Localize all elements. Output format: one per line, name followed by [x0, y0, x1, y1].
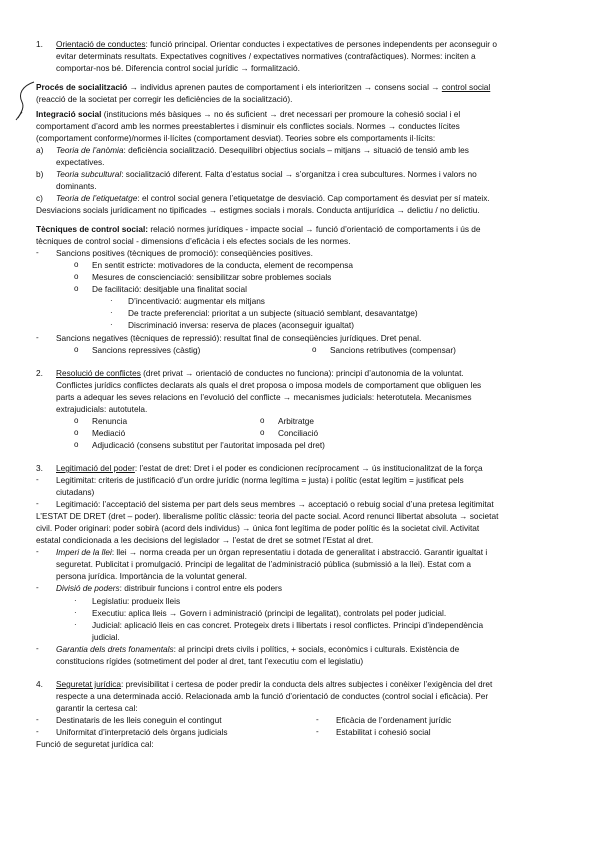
garantia-text: : al principi drets civils i polítics, + socials, econòmics i culturals. Existència de [173, 644, 460, 654]
dot-bullet: · [110, 320, 113, 329]
section-4-heading: Seguretat jurídica [56, 679, 122, 689]
section-2-text: (dret privat → orientació de conductes no funciona): principi d’autonomia de la voluntat. [140, 368, 464, 378]
section-4-text: : previsibilitat i certesa de poder predir la conducta dels altres subjectes i conèixer l’exigència del dret [121, 679, 493, 689]
estat-line-3: estatal condicionada a les decisions del legislador → l’estat de dret se sotmet l’Estat al dret. [36, 535, 374, 545]
control-social-term: control social [441, 82, 491, 92]
garantia-line-1 [56, 644, 459, 654]
dash-bullet: - [36, 644, 39, 653]
legitimitat-line-2: ciutadans) [56, 487, 95, 497]
tec-facilitation-3: Discriminació inversa: reserva de places (aconseguir igualtat) [128, 320, 354, 330]
certesa-3: Uniformitat d’interpretació dels òrgans judicials [56, 727, 228, 737]
divisio-term: Divisió de poders [56, 583, 120, 593]
section-1-line-3: comportar-nos bé. Diferencia control social jurídic → formalització. [56, 63, 300, 73]
theory-b-line-2: dominants. [56, 181, 97, 191]
circle-bullet: o [74, 260, 79, 269]
proces-line-2: (reacció de la societat per corregir les deficiències de la socialització). [36, 94, 293, 104]
power-judicial-1: Judicial: aplicació lleis en cas concret. Protegeix drets i llibertats i resol conflictes. Principi d’independència [92, 620, 484, 630]
tec-positive-c: De facilitació: desitjable una finalitat social [92, 284, 247, 294]
dash-bullet: - [36, 715, 39, 724]
theory-c-text: : el control social genera l’etiquetatge de desviació. Cap comportament és desviat per sí mateix. [137, 193, 490, 203]
section-1-line-1 [56, 39, 497, 49]
dot-bullet: · [110, 308, 113, 317]
dot-bullet: · [74, 596, 77, 605]
power-judicial-2: judicial. [92, 632, 120, 642]
garantia-term: Garantia dels drets fonamentals [56, 644, 174, 654]
section-3-line-1 [56, 463, 483, 473]
certesa-4: Estabilitat i cohesió social [336, 727, 431, 737]
tec-negative-b: Sancions retributives (compensar) [330, 345, 456, 355]
dot-bullet: · [74, 608, 77, 617]
mechanism-arbitratge: Arbitratge [278, 416, 314, 426]
integ-heading: Integració social [36, 109, 102, 119]
power-legislatiu: Legislatiu: produeix lleis [92, 596, 181, 606]
integ-line-2: comportament d’acord amb les normes preestablertes i disminuir els conflictes socials. Normes → conductes lícites [36, 121, 460, 131]
circle-bullet: o [74, 416, 79, 425]
section-3-text: : l’estat de dret: Dret i el poder es condicionen recíprocament → ús institucionalitzat de la força [134, 463, 483, 473]
theory-a-line-1 [56, 145, 469, 155]
estat-line-2: civil. Poder originari: poder sobirà (acord dels individus) → única font legítima de poder polític és la societat civil. Activitat [36, 523, 480, 533]
theory-a-name: Teoria de l’anòmia [56, 145, 124, 155]
legitimacio-line: Legitimació: l’acceptació del sistema per part dels seus membres → acceptació o rebuig social d’una pretesa legitimitat [56, 499, 494, 509]
theory-b-line-1 [56, 169, 477, 179]
divisio-text: : distribuir funcions i control entre els poders [119, 583, 282, 593]
tec-text: relació normes jurídiques - impacte social → funció d’orientació de comportaments i ús de [148, 224, 481, 234]
circle-bullet: o [74, 272, 79, 281]
section-1-heading: Orientació de conductes [56, 39, 146, 49]
circle-bullet: o [74, 345, 79, 354]
theory-b-text: : socialització diferent. Falta d’estatus social → s’organitza i crea subcultures. Normes i valors no [121, 169, 477, 179]
theory-a-text: : deficiència socialització. Desequilibri objectius socials – mitjans → situació de tensió amb les [123, 145, 469, 155]
dash-bullet: - [316, 715, 319, 724]
mechanism-adjudicacio: Adjudicació (consens substitut per l’autoritat imposada pel dret) [92, 440, 325, 450]
section-2-line-1 [56, 368, 464, 378]
integ-line-1 [36, 109, 460, 119]
imperi-term: Imperi de la llei [56, 547, 112, 557]
theory-b-label: b) [36, 169, 44, 179]
legitimitat-line-1: Legitimitat: criteris de justificació d’un ordre jurídic (norma legítima = justa) i polític (estat legítim = justificat pels [56, 475, 464, 485]
proces-line-1 [36, 82, 490, 92]
dot-bullet: · [74, 620, 77, 629]
dot-bullet: · [110, 296, 113, 305]
section-4-line-3: garantir la certesa cal: [56, 703, 138, 713]
circle-bullet: o [312, 345, 317, 354]
mechanism-renuncia: Renuncia [92, 416, 128, 426]
theory-c-label: c) [36, 193, 43, 203]
tec-line-1 [36, 224, 481, 234]
section-1-text: : funció principal. Orientar conductes i expectatives de persones independents per aconseguir o [145, 39, 497, 49]
mechanism-conciliacio: Conciliació [278, 428, 319, 438]
proces-text: → individus aprenen pautes de comportament i els interioritzen → consens social → [127, 82, 442, 92]
circle-bullet: o [74, 284, 79, 293]
section-4-number: 4. [36, 679, 43, 689]
section-2-line-2: Conflictes jurídics conflictes declarats als quals el dret proposa o imposa models de comportament que obliguen les [56, 380, 482, 390]
theory-c-line-1 [56, 193, 490, 203]
garantia-line-2: constitucions rígides (sotmetiment del poder al dret, tant l’executiu com el legislatiu) [56, 656, 364, 666]
divisio-line [56, 583, 282, 593]
tec-positive: Sancions positives (tècniques de promoció): conseqüències positives. [56, 248, 313, 258]
tec-positive-b: Mesures de conscienciació: sensibilitzar sobre problemes socials [92, 272, 332, 282]
mechanism-mediacio: Mediació [92, 428, 126, 438]
circle-bullet: o [74, 440, 79, 449]
tec-facilitation-2: De tracte preferencial: prioritat a un subjecte (situació semblant, desavantatge) [128, 308, 418, 318]
dash-bullet: - [316, 727, 319, 736]
section-3-number: 3. [36, 463, 43, 473]
section-2-heading: Resolució de conflictes [56, 368, 141, 378]
circle-bullet: o [74, 428, 79, 437]
theory-b-name: Teoria subcultural [56, 169, 122, 179]
integ-line-3: (comportament conforme)/normes il·lícites (comportament desviat). Teories sobre els comportaments il·lícits: [36, 133, 436, 143]
section-2-number: 2. [36, 368, 43, 378]
tec-negative: Sancions negatives (tècniques de repressió): resultat final de conseqüències jurídiques. Dret penal. [56, 333, 422, 343]
estat-line-1: L’ESTAT DE DRET (dret – poder). liberalisme polític clàssic: teoria del pacte social. Acord renunci llibertat absoluta → societat [36, 511, 499, 521]
imperi-line-2: seguretat. Publicitat i promulgació. Principi de legalitat de l’administració pública (submissió a la llei). Estat com a [56, 559, 472, 569]
certesa-1: Destinataris de les lleis coneguin el contingut [56, 715, 222, 725]
tec-heading: Tècniques de control social: [36, 224, 149, 234]
dash-bullet: - [36, 727, 39, 736]
dash-bullet: - [36, 248, 39, 257]
dash-bullet: - [36, 583, 39, 592]
power-executiu: Executiu: aplica lleis → Govern i administració (principi de legalitat), controlats pel poder judicial. [92, 608, 447, 618]
section-4-last-line: Funció de seguretat jurídica cal: [36, 739, 154, 749]
section-1-number: 1. [36, 39, 43, 49]
tec-positive-a: En sentit estricte: motivadores de la conducta, element de recompensa [92, 260, 354, 270]
section-4-line-1 [56, 679, 492, 689]
imperi-line-1 [56, 547, 487, 557]
section-3-heading: Legitimació del poder [56, 463, 135, 473]
theory-a-label: a) [36, 145, 44, 155]
section-4-line-2: respecte a una determinada acció. Relacionada amb la funció d’orientació de conductes (control social i eficàcia). Per [56, 691, 489, 701]
circle-bullet: o [260, 416, 265, 425]
tec-negative-a: Sancions repressives (càstig) [92, 345, 201, 355]
proces-heading: Procés de socialització [36, 82, 128, 92]
dash-bullet: - [36, 475, 39, 484]
tec-line-2: tècniques de control social - dimensions d’eficàcia i els efectes socials de les normes. [36, 236, 351, 246]
section-2-line-4: extrajudicials: autotutela. [56, 404, 148, 414]
certesa-2: Eficàcia de l’ordenament jurídic [336, 715, 452, 725]
theory-c-name: Teoria de l’etiquetatge [56, 193, 138, 203]
dash-bullet: - [36, 499, 39, 508]
imperi-line-3: persona jurídica. Importància de la voluntat general. [56, 571, 247, 581]
dash-bullet: - [36, 547, 39, 556]
circle-bullet: o [260, 428, 265, 437]
imperi-text: : llei → norma creada per un òrgan representatiu i dotada de generalitat i abstracció. Garantir igualtat i [111, 547, 488, 557]
dash-bullet: - [36, 333, 39, 342]
theory-a-line-2: expectatives. [56, 157, 105, 167]
theory-c-line-2: Desviacions socials jurídicament no tipificades → estigmes socials i morals. Conducta antijurídica → delictiu / no delictiu. [36, 205, 480, 215]
section-1-line-2: evitar determinats resultats. Expectatives cognitives / expectatives normatives (contrafàctiques). Normes: inciten a [56, 51, 476, 61]
integ-text: (institucions més bàsiques → no és suficient → dret necessari per promoure la cohesió social i el [101, 109, 461, 119]
section-2-line-3: parts a adequar les seves relacions en l’evolució del conflicte → mecanismes judicials: heterotutela. Mecanismes [56, 392, 472, 402]
tec-facilitation-1: D’incentivació: augmentar els mitjans [128, 296, 265, 306]
